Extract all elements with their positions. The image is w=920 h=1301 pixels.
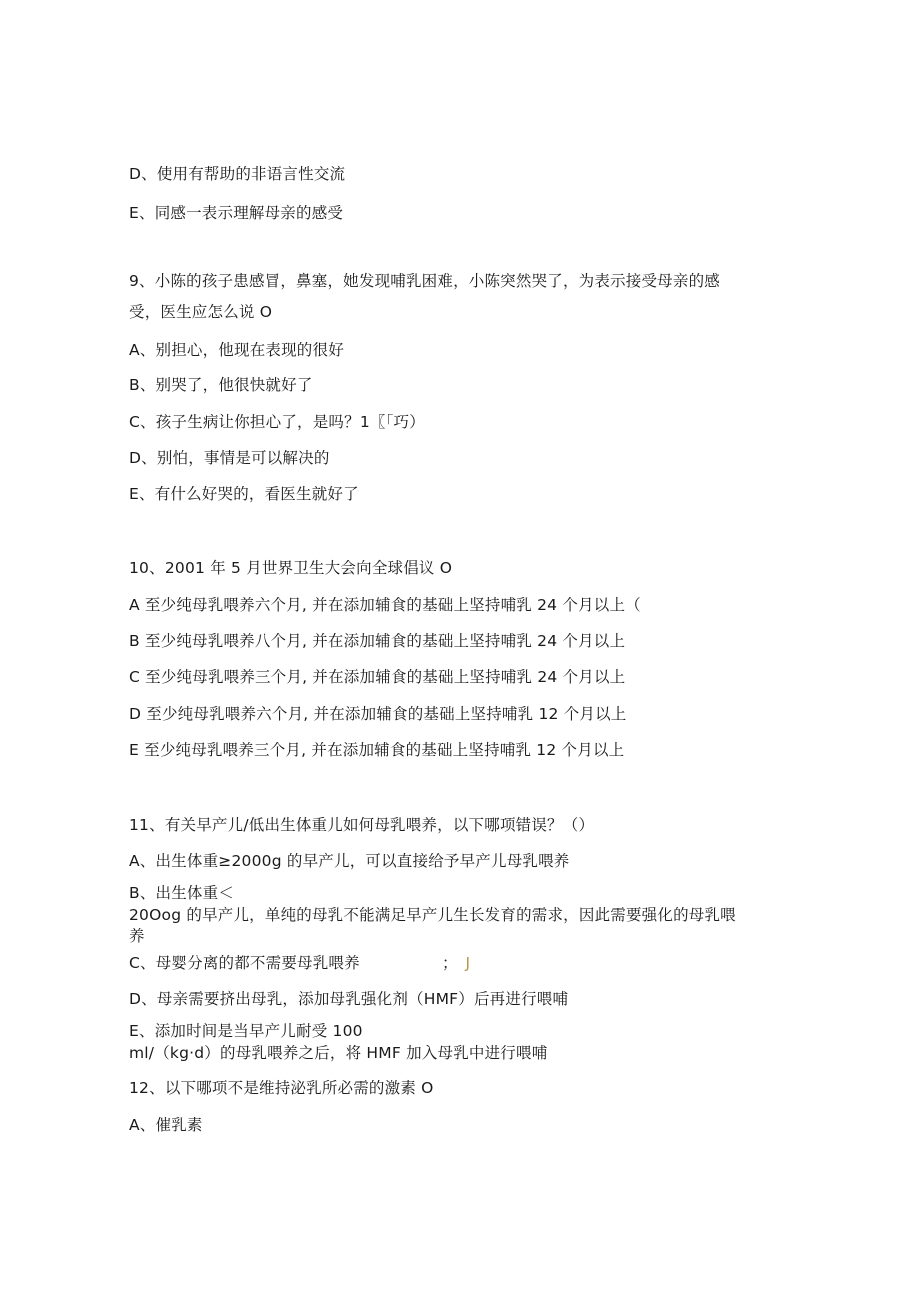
q11-option-b-line3: 养: [129, 927, 145, 945]
q11-option-d: D、母亲需要挤出母乳，添加母乳强化剂（HMF）后再进行喂哺: [129, 990, 569, 1008]
q11-option-c-j: J: [465, 954, 471, 972]
q11-option-c-mark: [442, 953, 470, 973]
q8-option-d: D、使用有帮助的非语言性交流: [129, 165, 346, 183]
q11-option-a: A、出生体重≥2000g 的早产儿，可以直接给予早产儿母乳喂养: [129, 852, 570, 870]
q11-option-e-line2: ml/（kg·d）的母乳喂养之后，将 HMF 加入母乳中进行喂哺: [129, 1044, 548, 1062]
q11-option-c-semicolon: ；: [442, 954, 458, 972]
q9-option-d: D、别怕，事情是可以解决的: [129, 449, 330, 467]
q10-option-d: D 至少纯母乳喂养六个月, 并在添加辅食的基础上坚持哺乳 12 个月以上: [129, 705, 627, 723]
q9-option-c: C、孩子生病让你担心了，是吗？1〖「巧）: [129, 413, 425, 431]
q10-stem: 10、2001 年 5 月世界卫生大会向全球倡议 O: [129, 559, 453, 577]
q11-option-c: C、母婴分离的都不需要母乳喂养: [129, 954, 360, 972]
q10-option-a: A 至少纯母乳喂养六个月, 并在添加辅食的基础上坚持哺乳 24 个月以上（: [129, 596, 641, 614]
q10-option-c: C 至少纯母乳喂养三个月, 并在添加辅食的基础上坚持哺乳 24 个月以上: [129, 668, 626, 686]
q8-option-e: E、同感一表示理解母亲的感受: [129, 204, 344, 222]
q11-stem: 11、有关早产儿/低出生体重儿如何母乳喂养，以下哪项错误？（）: [129, 816, 595, 834]
q9-stem-line2: 受，医生应怎么说 O: [129, 303, 273, 321]
q11-option-b-line2: 20Oog 的早产儿，单纯的母乳不能满足早产儿生长发育的需求，因此需要强化的母乳喂: [129, 906, 736, 924]
q12-stem: 12、以下哪项不是维持泌乳所必需的激素 O: [129, 1079, 434, 1097]
q11-option-e-line1: E、添加时间是当早产儿耐受 100: [129, 1022, 363, 1040]
q9-option-a: A、别担心，他现在表现的很好: [129, 341, 344, 359]
q10-option-e: E 至少纯母乳喂养三个月, 并在添加辅食的基础上坚持哺乳 12 个月以上: [129, 741, 625, 759]
q9-stem-line1: 9、小陈的孩子患感冒，鼻塞，她发现哺乳困难，小陈突然哭了，为表示接受母亲的感: [129, 272, 720, 290]
q12-option-a: A、催乳素: [129, 1116, 203, 1134]
q10-option-b: B 至少纯母乳喂养八个月, 并在添加辅食的基础上坚持哺乳 24 个月以上: [129, 632, 626, 650]
q11-option-b-line1: B、出生体重＜: [129, 884, 235, 902]
q9-option-b: B、别哭了，他很快就好了: [129, 376, 313, 394]
q9-option-e: E、有什么好哭的，看医生就好了: [129, 485, 359, 503]
